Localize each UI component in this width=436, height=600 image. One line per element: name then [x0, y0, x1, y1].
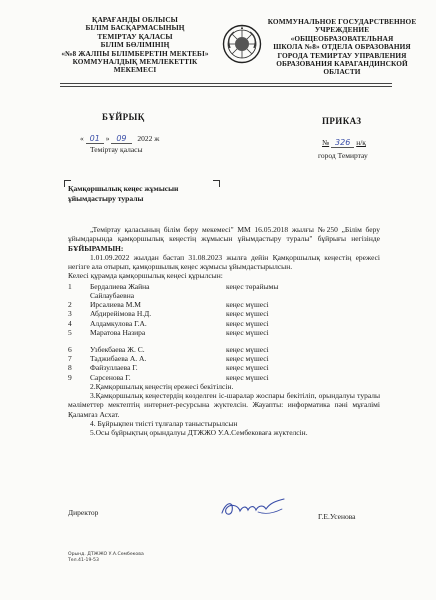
- header-left-line: БІЛІМ БӨЛІМІНІҢ: [100, 40, 170, 50]
- body-paragraph: 4. Бұйрықпен тиісті тұлғалар таныстырылсын: [90, 419, 238, 428]
- list-item: 4 Алдамкулова Г.А. кеңес мүшесі: [68, 318, 269, 328]
- body-paragraph: „Теміртау қаласының білім беру мекемесі" ММ 16.05.2018 жылғы №250 „Білім беру ұйымдарында қамқоршылық кеңестің жұмысын ұйымдастыру туралы" бұйрығы негізінде БҰЙЫРАМЫН:: [68, 225, 380, 253]
- date-month: 09: [111, 134, 131, 144]
- header-left-line: КОММУНАЛДЫҚ МЕМЛЕКЕТТІК: [72, 57, 198, 67]
- list-item: 3 Абдирейімова Н.Д. кеңес мүшесі: [68, 309, 269, 319]
- body-paragraph: 2.Қамқоршылық кеңестің ережесі бекітілсін.: [90, 381, 234, 391]
- body-paragraph: Келесі құрамда қамқоршылық кеңесі құрылсын:: [68, 271, 223, 281]
- list-item: 1 Бердалиева Жайна кеңес төрайымы: [68, 281, 279, 291]
- footer-executor: Орынд. ДТЖЖО У.А.Сембекова Тел.41-19-53: [68, 552, 144, 563]
- order-title-kz: БҰЙРЫҚ: [102, 112, 145, 122]
- date-day: 01: [86, 134, 104, 144]
- corner-mark: [213, 180, 220, 187]
- order-date: « 01 » 09 2022 ж: [80, 134, 160, 143]
- list-item: 7 Таджибаева А. А. кеңес мүшесі: [68, 354, 269, 364]
- signature-position: Директор: [68, 508, 99, 517]
- header-right: [254, 18, 430, 77]
- list-item: Сайлаубаевна: [90, 290, 135, 300]
- list-item: 6 Узбекбаева Ж. С. кеңес мүшесі: [68, 345, 269, 354]
- header-left-line: БІЛІМ БАСҚАРМАСЫНЫҢ: [85, 23, 185, 33]
- header-divider: [60, 83, 392, 84]
- body-directive: БҰЙЫРАМЫН:: [68, 243, 124, 253]
- list-item: 9 Сарсенова Г. кеңес мүшесі: [68, 372, 269, 382]
- body-paragraph: 1.01.09.2022 жылдан бастап 31.08.2023 жылға дейін Қамқоршылық кеңестің ережесі негізге ала отырып, қамқоршылық кеңес жұмысы ұйымдастырылсын.: [68, 252, 380, 272]
- order-body: [68, 225, 380, 438]
- city-ru: город Темиртау: [318, 151, 368, 160]
- header-divider-thin: [60, 86, 392, 87]
- header-right-line: УЧРЕЖДЕНИЕ: [314, 25, 370, 35]
- order-number: № 326 н/қ: [322, 138, 366, 147]
- header-left: [50, 16, 220, 75]
- body-paragraph: 5.Осы бұйрықтың орындалуы ДТЖЖО У.А.Сембековаға жүктелсін.: [90, 428, 308, 438]
- header-right-line: ГОРОДА ТЕМИРТАУ УПРАВЛЕНИЯ: [277, 50, 407, 60]
- header-right-line: ОБЛАСТИ: [323, 67, 361, 77]
- header-right-line: ОБРАЗОВАНИЯ КАРАГАНДИНСКОЙ: [276, 59, 408, 69]
- signature-name: Г.Е.Усенова: [318, 512, 356, 521]
- header-left-line: ҚАРАҒАНДЫ ОБЛЫСЫ: [92, 15, 178, 24]
- order-number-value: 326: [331, 138, 354, 148]
- members-list: [68, 282, 380, 382]
- list-item: 5 Маратова Назира кеңес мүшесі: [68, 327, 269, 337]
- order-subject: Қамқоршылық кеңес жұмысын ұйымдастыру туралы: [68, 184, 214, 204]
- header-left-line: «№8 ЖАЛПЫ БІЛІМБЕРЕТІН МЕКТЕБІ»: [61, 48, 209, 58]
- body-paragraph: 3.Қамқоршылық кеңестердің көзделген іс-шаралар жоспары бекітіліп, орындалуы туралы мәліметтер мектептің интернет-ресурсына жүктелсін. Жауапты: информатика пәні мұғалімі Қаламгаз Асхат.: [68, 391, 380, 419]
- list-item: 2 Ирсалиева М.М кеңес мүшесі: [68, 300, 269, 310]
- handwritten-signature-icon: [218, 495, 288, 521]
- corner-mark: [64, 180, 71, 187]
- list-item: 8 Файзуллаева Г. кеңес мүшесі: [68, 363, 269, 373]
- header-left-line: ТЕМІРТАУ ҚАЛАСЫ: [97, 31, 173, 41]
- header-right-line: ШКОЛА №8» ОТДЕЛА ОБРАЗОВАНИЯ: [273, 42, 411, 52]
- header-right-line: «ОБЩЕОБРАЗОВАТЕЛЬНАЯ: [290, 33, 394, 43]
- order-title-ru: ПРИКАЗ: [322, 116, 362, 126]
- header-left-line: МЕКЕМЕСІ: [113, 65, 157, 75]
- city-kz: Теміртау қаласы: [90, 145, 143, 154]
- header-right-line: КОММУНАЛЬНОЕ ГОСУДАРСТВЕННОЕ: [267, 17, 417, 26]
